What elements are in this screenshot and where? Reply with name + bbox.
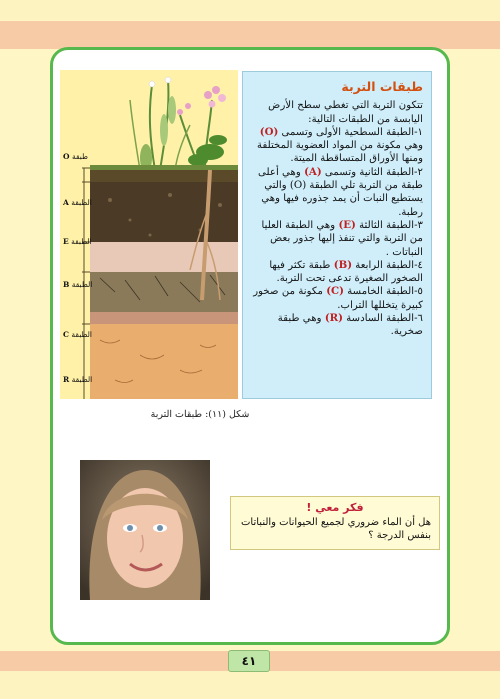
layer-item-4: ٤-الطبقة الرابعة (B) طبقة تكثر فيها الصخور الصغيرة تدعى تحت التربة.: [269, 258, 423, 285]
figure-caption: شكل (١١): طبقات التربة: [150, 409, 250, 420]
think-question: هل أن الماء ضروري لجميع الحيوانات والنباتات بنفس الدرجة ؟: [241, 517, 431, 541]
layer-item-6: ٦-الطبقة السادسة (R) وهي طبقة صخرية.: [277, 312, 423, 338]
bottom-margin-band: [0, 671, 500, 699]
layer-e-band: [90, 242, 238, 272]
intro-paragraph: تتكون التربة التي تغطي سطح الأرض اليابسة من الطبقات التالية:: [268, 100, 423, 125]
layer-item-3: ٣-الطبقة الثالثة (E) وهي الطبقة العليا من التربة والتي تنفذ إليها جذور بعض النباتات .: [261, 218, 423, 258]
soil-label-r: الطبقة R: [63, 375, 93, 384]
top-decorative-stripe: [0, 21, 500, 49]
page-number: ٤١: [228, 650, 270, 672]
soil-label-o: طبقة O: [63, 152, 88, 161]
layer-item-2: ٢-الطبقة الثانية وتسمى (A) وهي أعلى طبقة من التربة تلي الطبقة (O) والتي يستطيع النبات أن يمد جذوره فيها وهي رطبة.: [258, 165, 423, 218]
soil-label-c: الطبقة C: [63, 330, 92, 339]
layer-a-band: [90, 182, 238, 242]
think-title: فكر معي !: [306, 501, 364, 514]
top-margin-band: [0, 0, 500, 20]
girl-photo: [80, 460, 210, 600]
think-with-me-box: [230, 496, 440, 550]
soil-layers-figure: [60, 70, 238, 399]
layer-o-band: [90, 168, 238, 182]
layer-item-1: ١-الطبقة السطحية الأولى وتسمى (O) وهي مكونة من المواد العضوية المختلفة ومنها الأوراق المتساقطة الميتة.: [257, 125, 423, 165]
soil-label-b: الطبقة B: [63, 280, 93, 289]
section-title: طبقات التربة: [341, 79, 423, 94]
soil-label-a: الطبقة A: [63, 198, 92, 207]
soil-layers-text-panel: [242, 71, 432, 399]
layer-c-band: [90, 324, 238, 399]
soil-layers-illustration: [60, 70, 238, 399]
layer-item-5: ٥-الطبقة الخامسة (C) مكونة من صخور كبيرة يتخللها التراب.: [253, 285, 423, 311]
layer-b-band: [90, 272, 238, 312]
soil-label-e: الطبقة E: [63, 237, 92, 246]
